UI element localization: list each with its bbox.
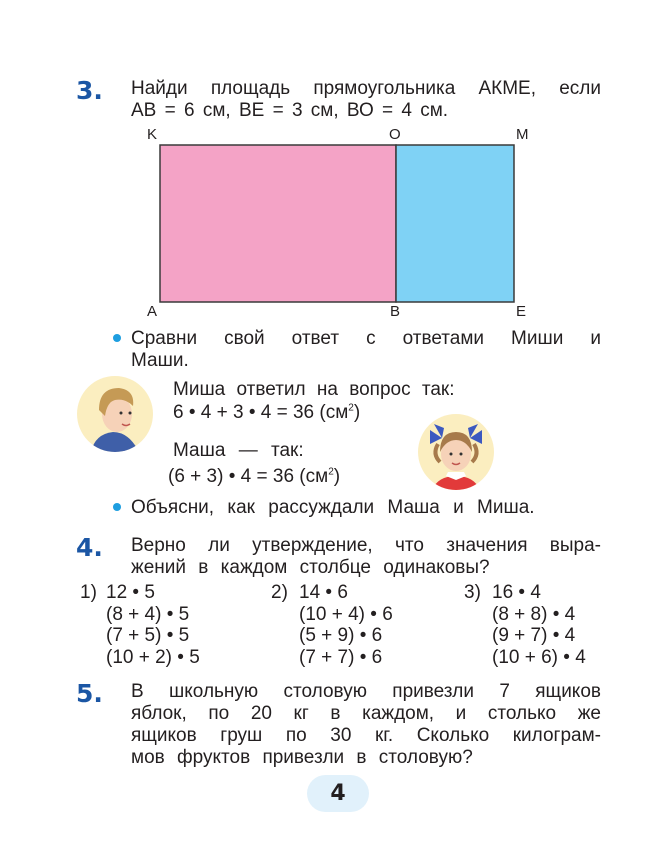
- boy-face-icon: [77, 376, 153, 452]
- expression: (10 + 2) • 5: [106, 646, 200, 668]
- task-5-text-line-2: яблок, по 20 кг в каждом, и столько же: [131, 703, 601, 724]
- page-number: 4: [307, 775, 369, 812]
- bullet-1-line-2: Маши.: [131, 350, 189, 371]
- vertex-label-b: B: [390, 303, 401, 320]
- task-5-text-line-4: мов фруктов привезли в столовую?: [131, 747, 473, 768]
- bullet-1-line-1: Сравни свой ответ с ответами Миши и: [131, 328, 601, 349]
- expression: (8 + 8) • 4: [492, 603, 576, 625]
- misha-boy-illustration: [77, 376, 153, 452]
- expression: (5 + 9) • 6: [299, 625, 383, 646]
- bullet-icon: [113, 334, 121, 342]
- task-5-number: 5.: [76, 679, 103, 708]
- expression: (10 + 4) • 6: [299, 603, 393, 625]
- vertex-label-k: K: [147, 126, 158, 143]
- vertex-label-e: E: [516, 303, 527, 320]
- misha-answer-label: Миша ответил на вопрос так:: [173, 379, 455, 400]
- vertex-label-o: O: [389, 126, 401, 143]
- column-2-label: 2): [271, 582, 288, 603]
- masha-girl-illustration: [418, 414, 494, 490]
- vertex-label-m: M: [516, 126, 529, 143]
- task-3-text-line-1: Найди площадь прямоугольника АКМЕ, если: [131, 78, 601, 99]
- expression: 16 • 4: [492, 582, 541, 603]
- task-5-text-line-1: В школьную столовую привезли 7 ящиков: [131, 681, 601, 702]
- bullet-icon: [113, 503, 121, 511]
- task-5-text-line-3: ящиков груш по 30 кг. Сколько килограм-: [131, 725, 601, 746]
- task-4-text-line-2: жений в каждом столбце одинаковы?: [131, 557, 490, 578]
- task-3-number: 3.: [76, 76, 103, 105]
- expression: (8 + 4) • 5: [106, 603, 190, 625]
- expression: (7 + 5) • 5: [106, 625, 190, 646]
- girl-face-icon: [418, 414, 494, 490]
- bullet-2-text: Объясни, как рассуждали Маша и Миша.: [131, 497, 535, 518]
- expression: (9 + 7) • 4: [492, 625, 576, 646]
- task-4-text-line-1: Верно ли утверждение, что значения выра-: [131, 535, 601, 556]
- expression: 12 • 5: [106, 582, 155, 603]
- task-3-text-line-2: АВ = 6 см, ВЕ = 3 см, ВО = 4 см.: [131, 100, 449, 121]
- rectangle-diagram: [0, 0, 650, 330]
- misha-expression: 6 • 4 + 3 • 4 = 36 $(см^2)$: [173, 402, 361, 423]
- expression: (10 + 6) • 4: [492, 646, 586, 668]
- masha-expression: (6 + 3) • 4 = 36 $(см^2)$: [168, 466, 341, 487]
- expression: 14 • 6: [299, 582, 348, 603]
- masha-answer-label: Маша — так:: [173, 440, 304, 461]
- expression: (7 + 7) • 6: [299, 646, 383, 668]
- column-3-label: 3): [464, 582, 481, 603]
- vertex-label-a: A: [147, 303, 158, 320]
- task-4-number: 4.: [76, 533, 103, 562]
- column-1-label: 1): [80, 582, 97, 603]
